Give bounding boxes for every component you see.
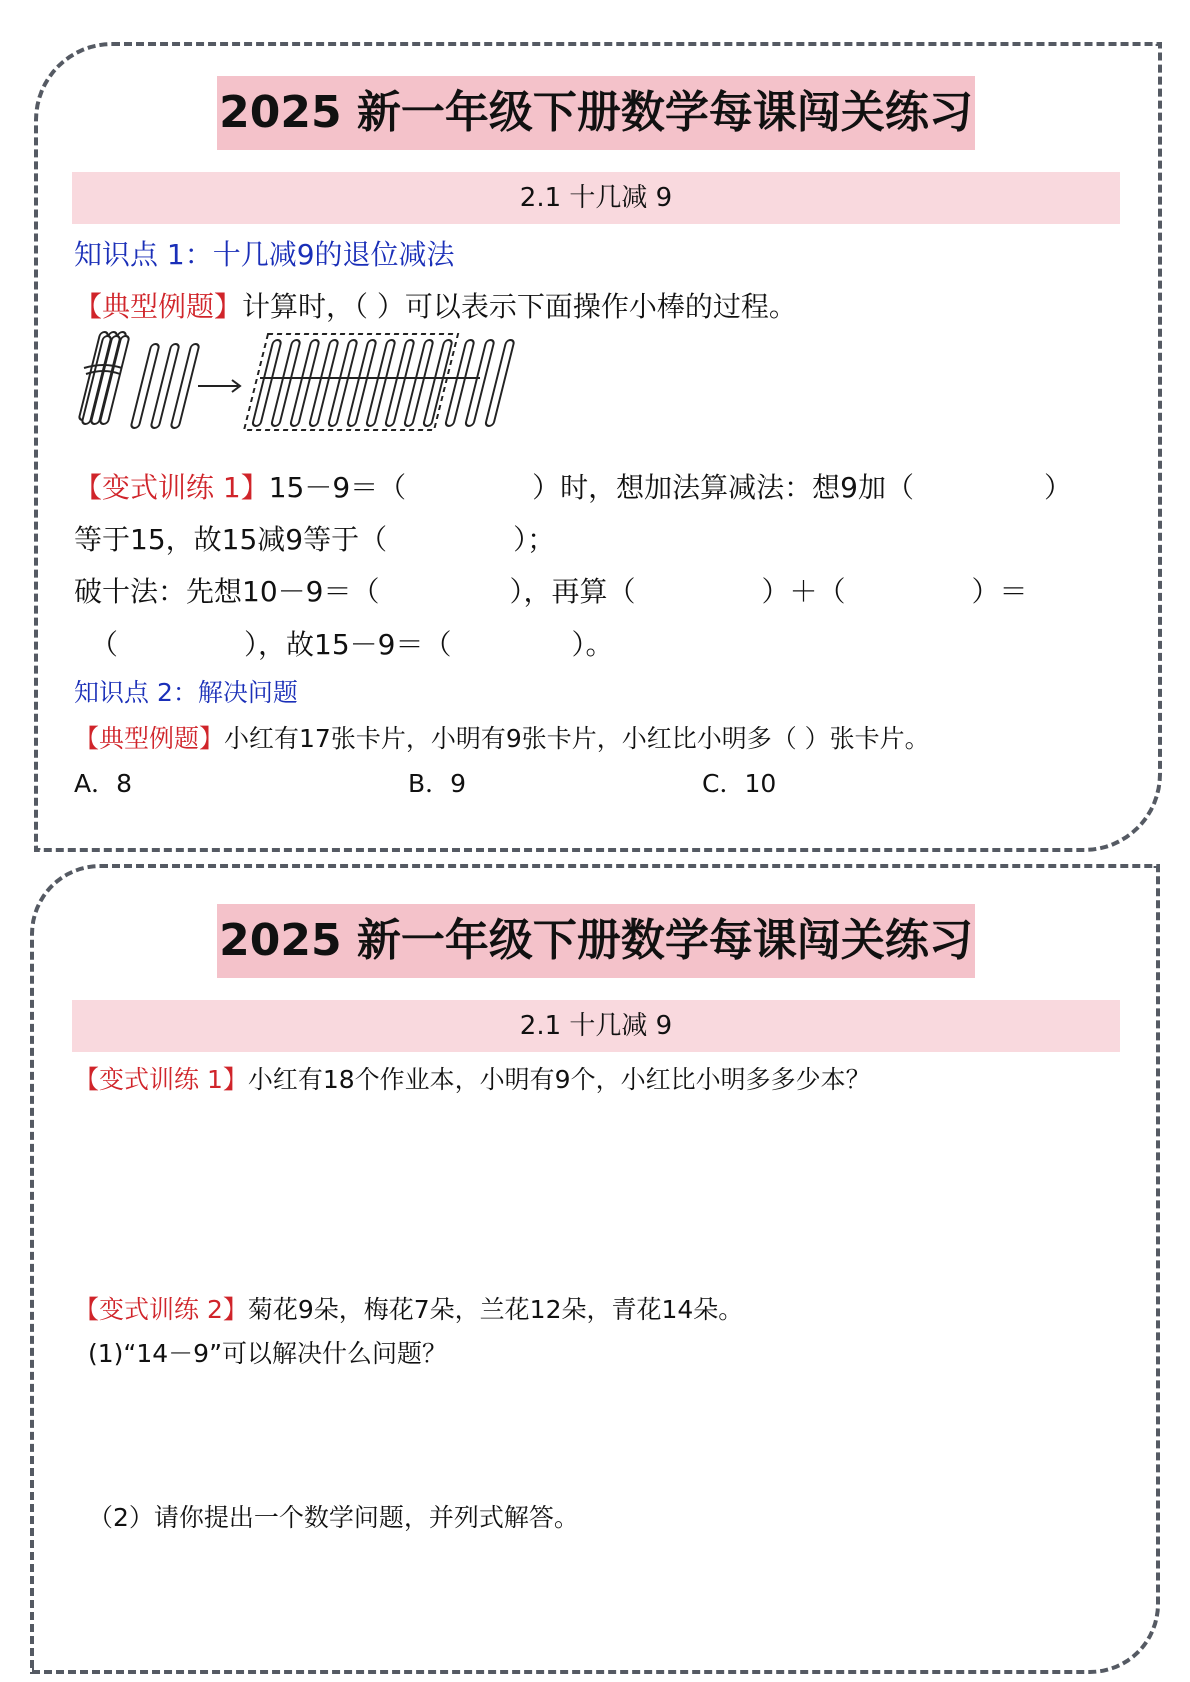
worksheet-title-1: 2025 新一年级下册数学每课闯关练习: [217, 76, 975, 150]
question-2: （2）请你提出一个数学问题，并列式解答。: [88, 1503, 579, 1532]
example-text: 计算时，（ ）可以表示下面操作小棒的过程。: [242, 290, 797, 323]
option-c[interactable]: C．10: [702, 769, 777, 798]
example-text: 小红有17张卡片，小明有9张卡片，小红比小明多（ ）张卡片。: [224, 724, 930, 753]
v1-f: 破十法：先想10－9＝（: [74, 575, 380, 608]
variant-text: 小红有18个作业本，小明有9个，小红比小明多多少本？: [247, 1065, 871, 1094]
variant-1-line-4: [74, 623, 613, 663]
variant-1-line-3: [74, 570, 1028, 610]
v1-g: ），再算（: [509, 575, 636, 608]
lesson-subtitle-2: 2.1 十几减 9: [72, 1000, 1120, 1052]
example-1: [74, 285, 797, 325]
knowledge-point-2: 知识点 2：解决问题: [74, 678, 298, 707]
v1-c: ）: [1044, 471, 1073, 504]
variant-tag: 【变式训练 2】: [74, 1295, 248, 1324]
loose-sticks-left: [131, 344, 200, 428]
example-tag: 【典型例题】: [74, 290, 243, 323]
v1-a: 15－9＝（: [268, 471, 407, 504]
variant-1: [74, 1060, 871, 1096]
loose-sticks-right: [252, 340, 514, 426]
v1-d: 等于15，故15减9等于（: [74, 523, 388, 556]
option-b[interactable]: B．9: [408, 769, 467, 798]
sticks-figure: [70, 326, 570, 438]
v1-e: ）；: [513, 523, 556, 556]
example-tag: 【典型例题】: [74, 724, 225, 753]
variant-1-line-2: [74, 518, 555, 558]
example-2: [74, 719, 930, 755]
variant-2: [74, 1290, 743, 1326]
lesson-subtitle-1: 2.1 十几减 9: [72, 172, 1120, 224]
v1-k: ），故15－9＝（: [244, 628, 452, 661]
worksheet-card-2: [30, 864, 1160, 1674]
knowledge-point-1: 知识点 1：十几减9的退位减法: [74, 238, 455, 271]
v1-h: ）＋（: [761, 575, 846, 608]
stick-bundle-icon: [78, 332, 131, 424]
variant-tag: 【变式训练 1】: [74, 471, 269, 504]
question-1: (1)“14－9”可以解决什么问题？: [88, 1339, 448, 1368]
v1-l: ）。: [571, 628, 614, 661]
variant-1-line-1: [74, 466, 1072, 506]
v1-j: （: [90, 628, 119, 661]
option-a[interactable]: A．8: [74, 769, 133, 798]
v1-b: ）时，想加法算减法：想9加（: [532, 471, 914, 504]
worksheet-title-2: 2025 新一年级下册数学每课闯关练习: [217, 904, 975, 978]
variant-text: 菊花9朵，梅花7朵，兰花12朵，青花14朵。: [247, 1295, 744, 1324]
arrow-right-icon: [198, 380, 240, 392]
variant-tag: 【变式训练 1】: [74, 1065, 248, 1094]
v1-i: ）＝: [971, 575, 1028, 608]
